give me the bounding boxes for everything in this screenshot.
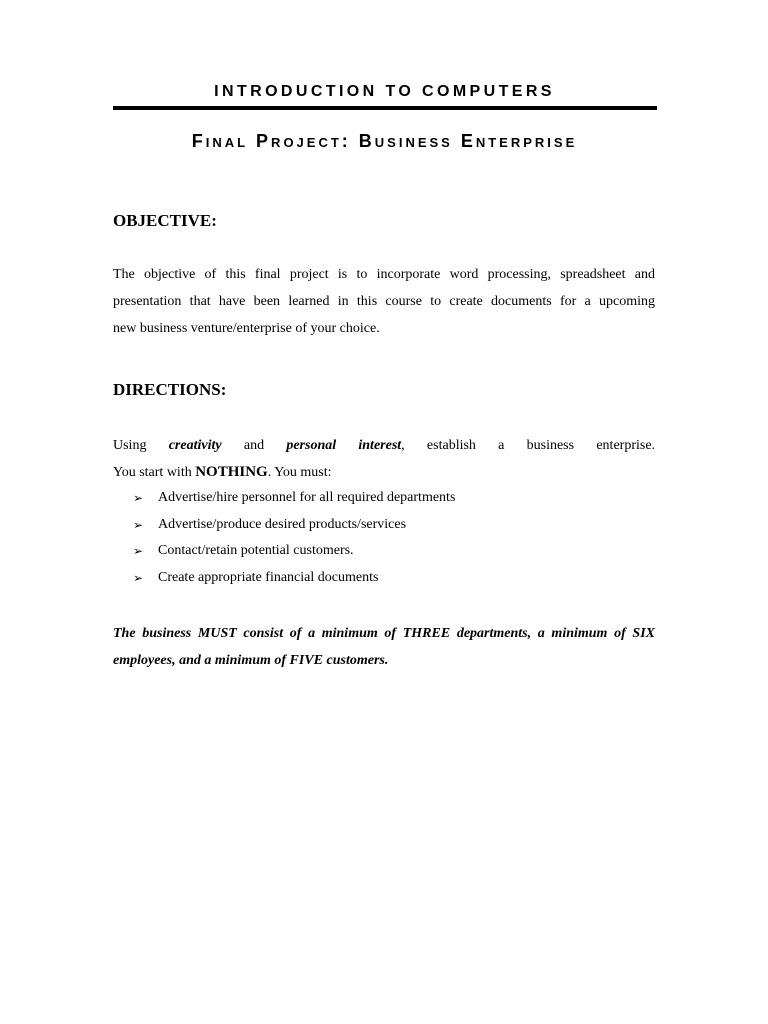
list-item: [133, 512, 455, 539]
requirement-note: [113, 620, 655, 674]
arrow-bullet-icon: ➢: [133, 491, 144, 505]
establish-text: , establish a business enterprise.: [401, 438, 656, 453]
directions-heading: DIRECTIONS:: [113, 380, 227, 399]
list-item: [133, 485, 455, 512]
list-item-text: Contact/retain potential customers.: [158, 543, 354, 558]
directions-list: [133, 485, 455, 591]
objective-line: The objective of this final project is to incorporate word processing, spreadsheet and: [113, 267, 655, 282]
start-text: You start with: [113, 465, 192, 480]
using-text: Using: [113, 438, 147, 453]
personal-interest-emphasis: personal interest: [286, 438, 402, 453]
title-divider: [113, 106, 657, 110]
objective-heading: OBJECTIVE:: [113, 211, 217, 230]
requirement-line-2: employees, and a minimum of FIVE customers.: [113, 653, 389, 668]
list-item-text: Advertise/hire personnel for all required departments: [158, 490, 456, 505]
objective-line: new business venture/enterprise of your choice.: [113, 321, 380, 336]
objective-paragraph: [113, 261, 655, 342]
objective-line: presentation that have been learned in this course to create documents for a upcoming: [113, 294, 655, 309]
list-item: [133, 538, 455, 565]
directions-intro-line-1: [113, 432, 655, 459]
nothing-emphasis: NOTHING: [195, 464, 268, 480]
directions-intro-line-2: [113, 459, 655, 486]
arrow-bullet-icon: ➢: [133, 517, 144, 532]
and-text: and: [243, 438, 265, 453]
list-item-text: Create appropriate financial documents: [158, 569, 379, 585]
course-title: INTRODUCTION TO COMPUTERS: [214, 83, 555, 100]
list-item-text: Advertise/produce desired products/services: [158, 516, 407, 532]
requirement-line-1: The business MUST consist of a minimum of THREE departments, a minimum of SIX: [113, 626, 655, 641]
arrow-bullet-icon: ➢: [133, 570, 144, 585]
list-item: [133, 565, 455, 592]
must-text: . You must:: [267, 465, 332, 480]
project-title: Final Project: Business Enterprise: [191, 131, 578, 151]
creativity-emphasis: creativity: [168, 438, 222, 453]
arrow-bullet-icon: ➢: [133, 544, 144, 558]
directions-intro: [113, 432, 655, 486]
